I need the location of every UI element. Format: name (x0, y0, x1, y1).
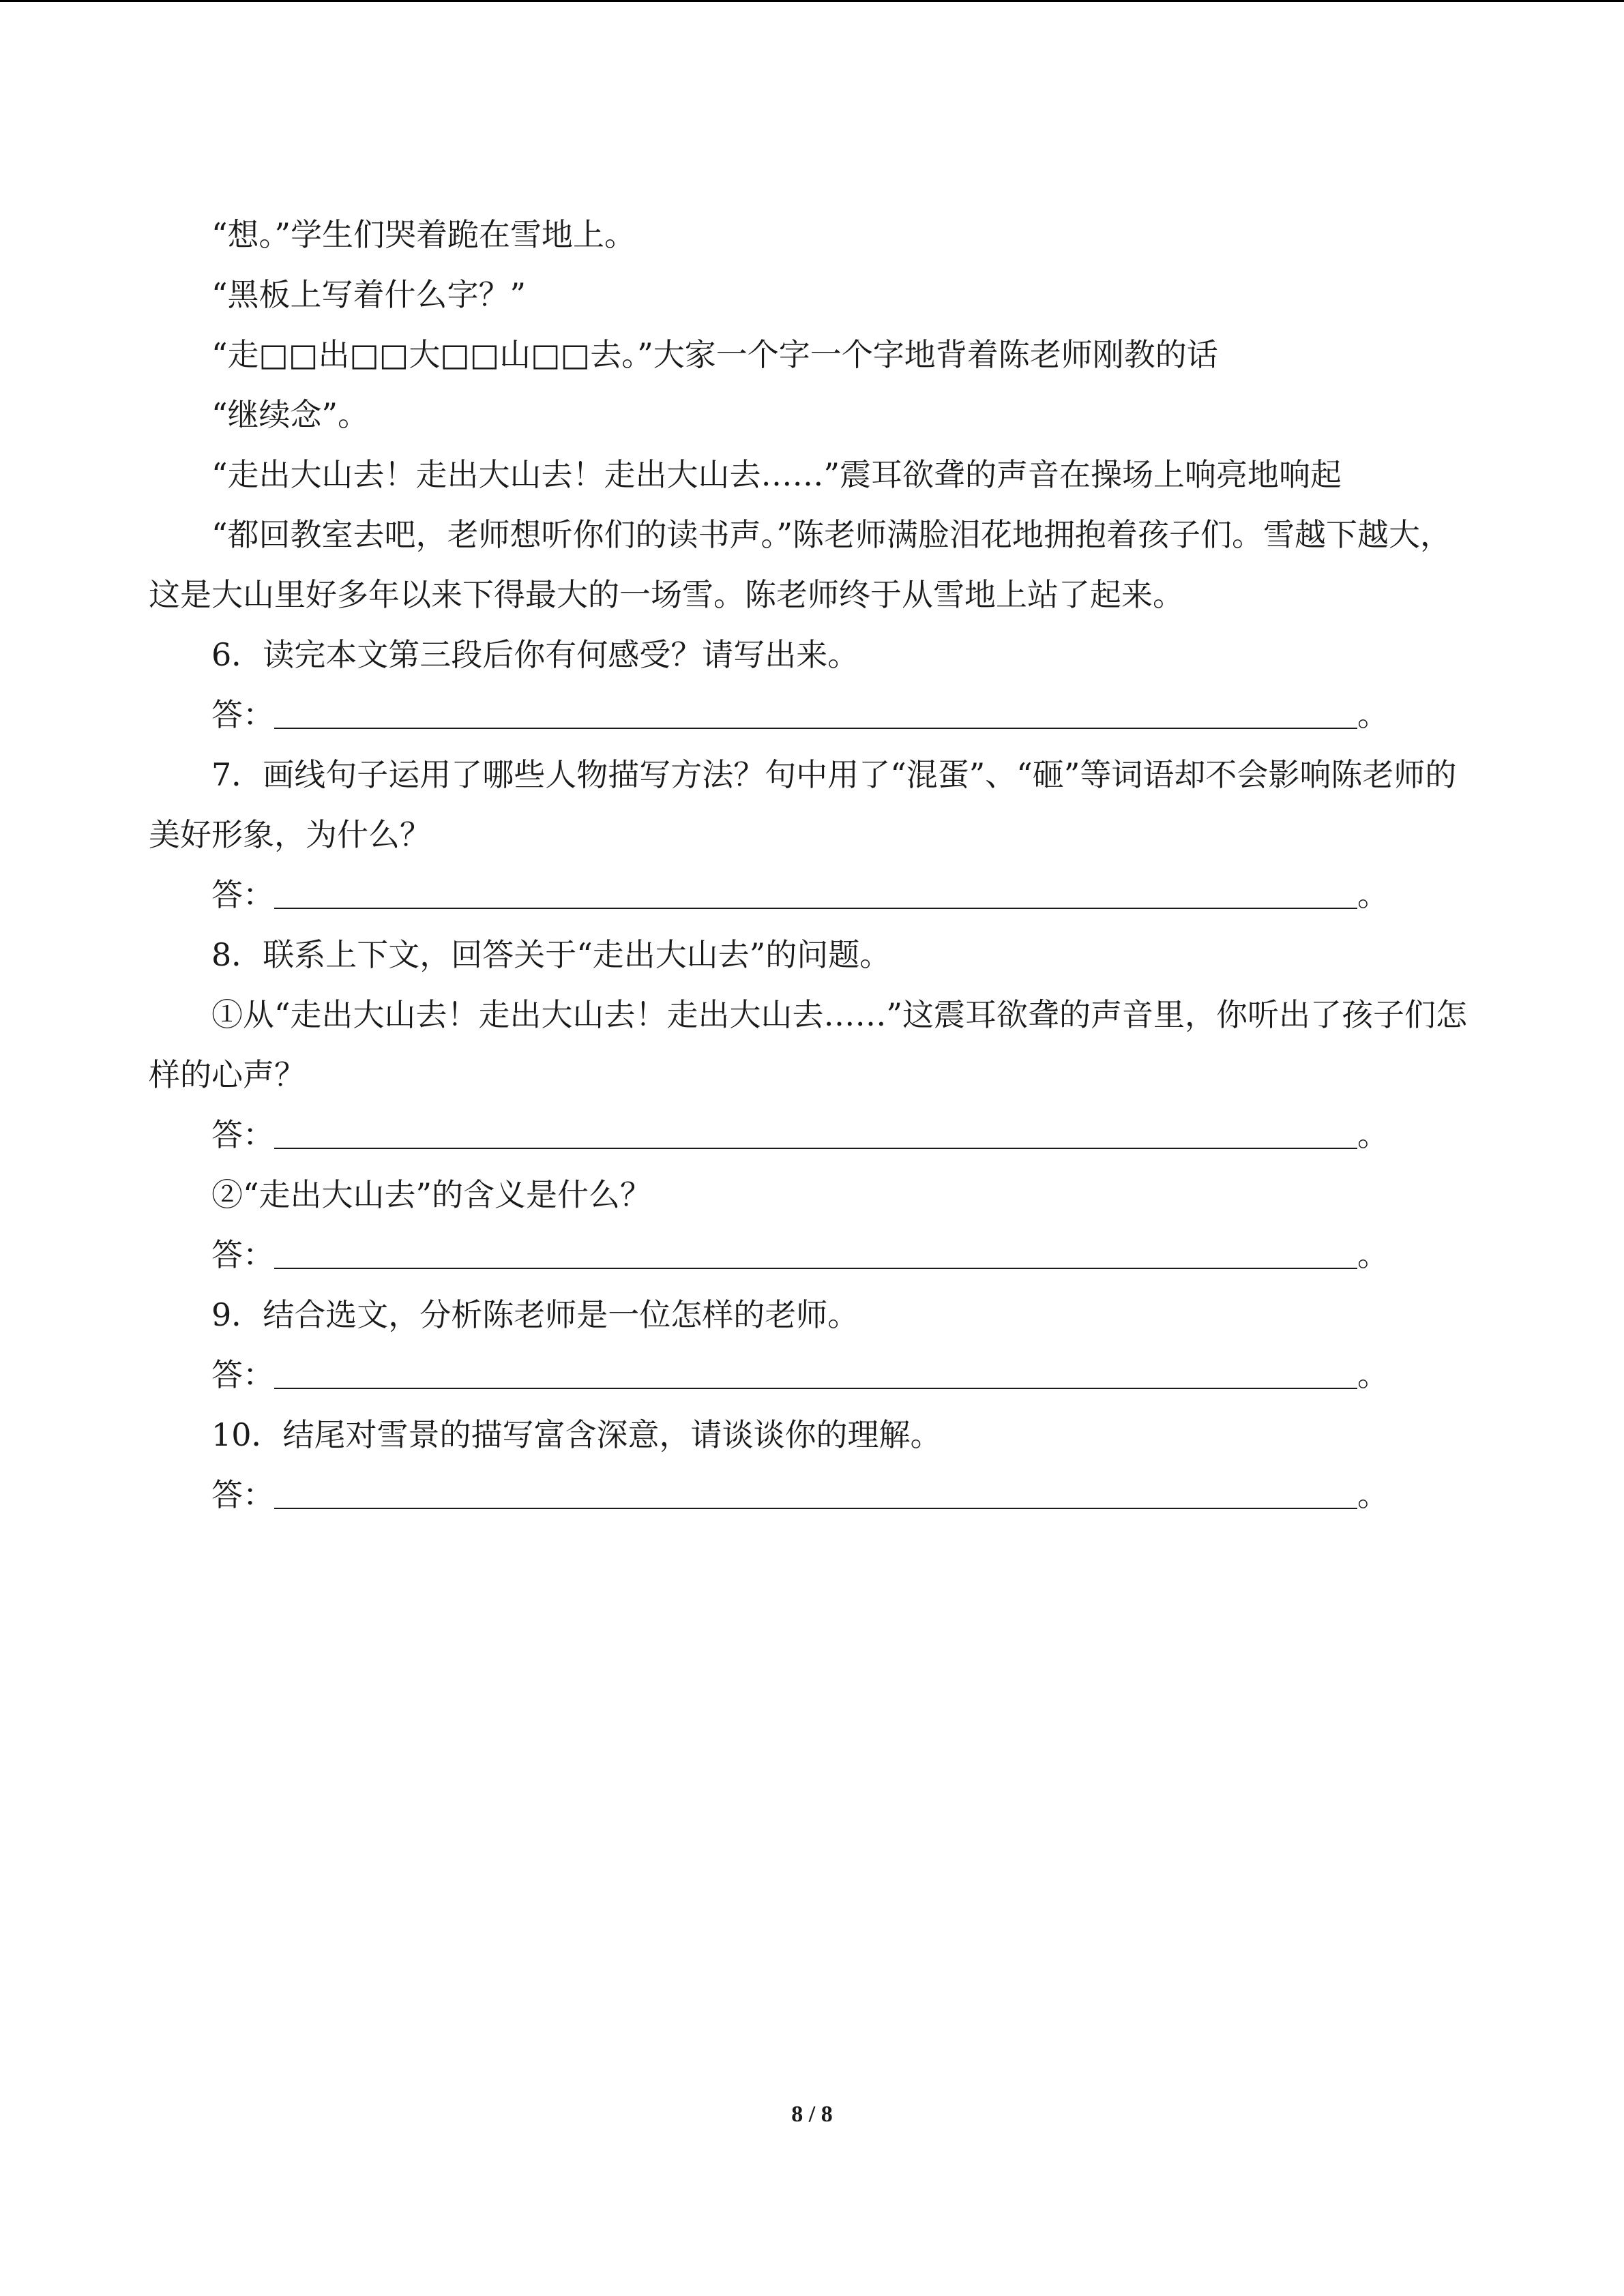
answer-label: 答： (211, 1116, 274, 1153)
answer-row-7 (149, 865, 1475, 925)
story-paragraph: “走出大山去！走出大山去！走出大山去……”震耳欲聋的声音在操场上响亮地响起 (211, 456, 1342, 493)
answer-period: 。 (1357, 696, 1389, 733)
question-9: 9．结合选文，分析陈老师是一位怎样的老师。 (211, 1296, 859, 1333)
answer-period: 。 (1357, 1116, 1389, 1153)
answer-label: 答： (211, 1476, 274, 1513)
answer-blank-7[interactable] (274, 880, 1357, 909)
question-8-part-1: ①从“走出大山去！走出大山去！走出大山去……”这震耳欲聋的声音里，你听出了孩子们怎样的心声？ (149, 996, 1468, 1093)
page-number: 8 / 8 (791, 2102, 833, 2127)
question-10: 10．结尾对雪景的描写富含深意，请谈谈你的理解。 (211, 1416, 942, 1453)
answer-period: 。 (1357, 1476, 1389, 1513)
answer-period: 。 (1357, 1236, 1389, 1273)
answer-blank-10[interactable] (274, 1480, 1357, 1509)
question-8: 8．联系上下文，回答关于“走出大山去”的问题。 (211, 936, 891, 973)
answer-row-9 (149, 1345, 1475, 1405)
answer-label: 答： (211, 876, 274, 913)
answer-row-8-1 (149, 1105, 1475, 1165)
story-paragraph: “想。”学生们哭着跪在雪地上。 (211, 216, 636, 253)
answer-period: 。 (1357, 1356, 1389, 1393)
story-paragraph: “黑板上写着什么字？” (211, 276, 527, 313)
story-paragraph: “都回教室去吧，老师想听你们的读书声。”陈老师满脸泪花地拥抱着孩子们。雪越下越大，这是大山里好多年以来下得最大的一场雪。陈老师终于从雪地上站了起来。 (149, 516, 1452, 613)
answer-row-10 (149, 1465, 1475, 1525)
answer-row-8-2 (149, 1225, 1475, 1285)
page-top-border (0, 0, 1624, 2)
story-paragraph: “继续念”。 (211, 396, 370, 433)
question-6: 6．读完本文第三段后你有何感受？请写出来。 (211, 636, 859, 673)
answer-row-6 (149, 685, 1475, 745)
question-7: 7．画线句子运用了哪些人物描写方法？句中用了“混蛋”、“砸”等词语却不会影响陈老师的美好形象，为什么？ (149, 756, 1457, 853)
answer-label: 答： (211, 1356, 274, 1393)
answer-blank-9[interactable] (274, 1360, 1357, 1389)
answer-blank-6[interactable] (274, 700, 1357, 729)
story-paragraph: “走□□出□□大□□山□□去。”大家一个字一个字地背着陈老师刚教的话 (211, 336, 1218, 373)
answer-blank-8-2[interactable] (274, 1240, 1357, 1269)
document-body (149, 205, 1475, 1525)
question-8-part-2: ②“走出大山去”的含义是什么？ (211, 1176, 652, 1213)
answer-label: 答： (211, 696, 274, 733)
answer-period: 。 (1357, 876, 1389, 913)
answer-label: 答： (211, 1236, 274, 1273)
answer-blank-8-1[interactable] (274, 1120, 1357, 1149)
